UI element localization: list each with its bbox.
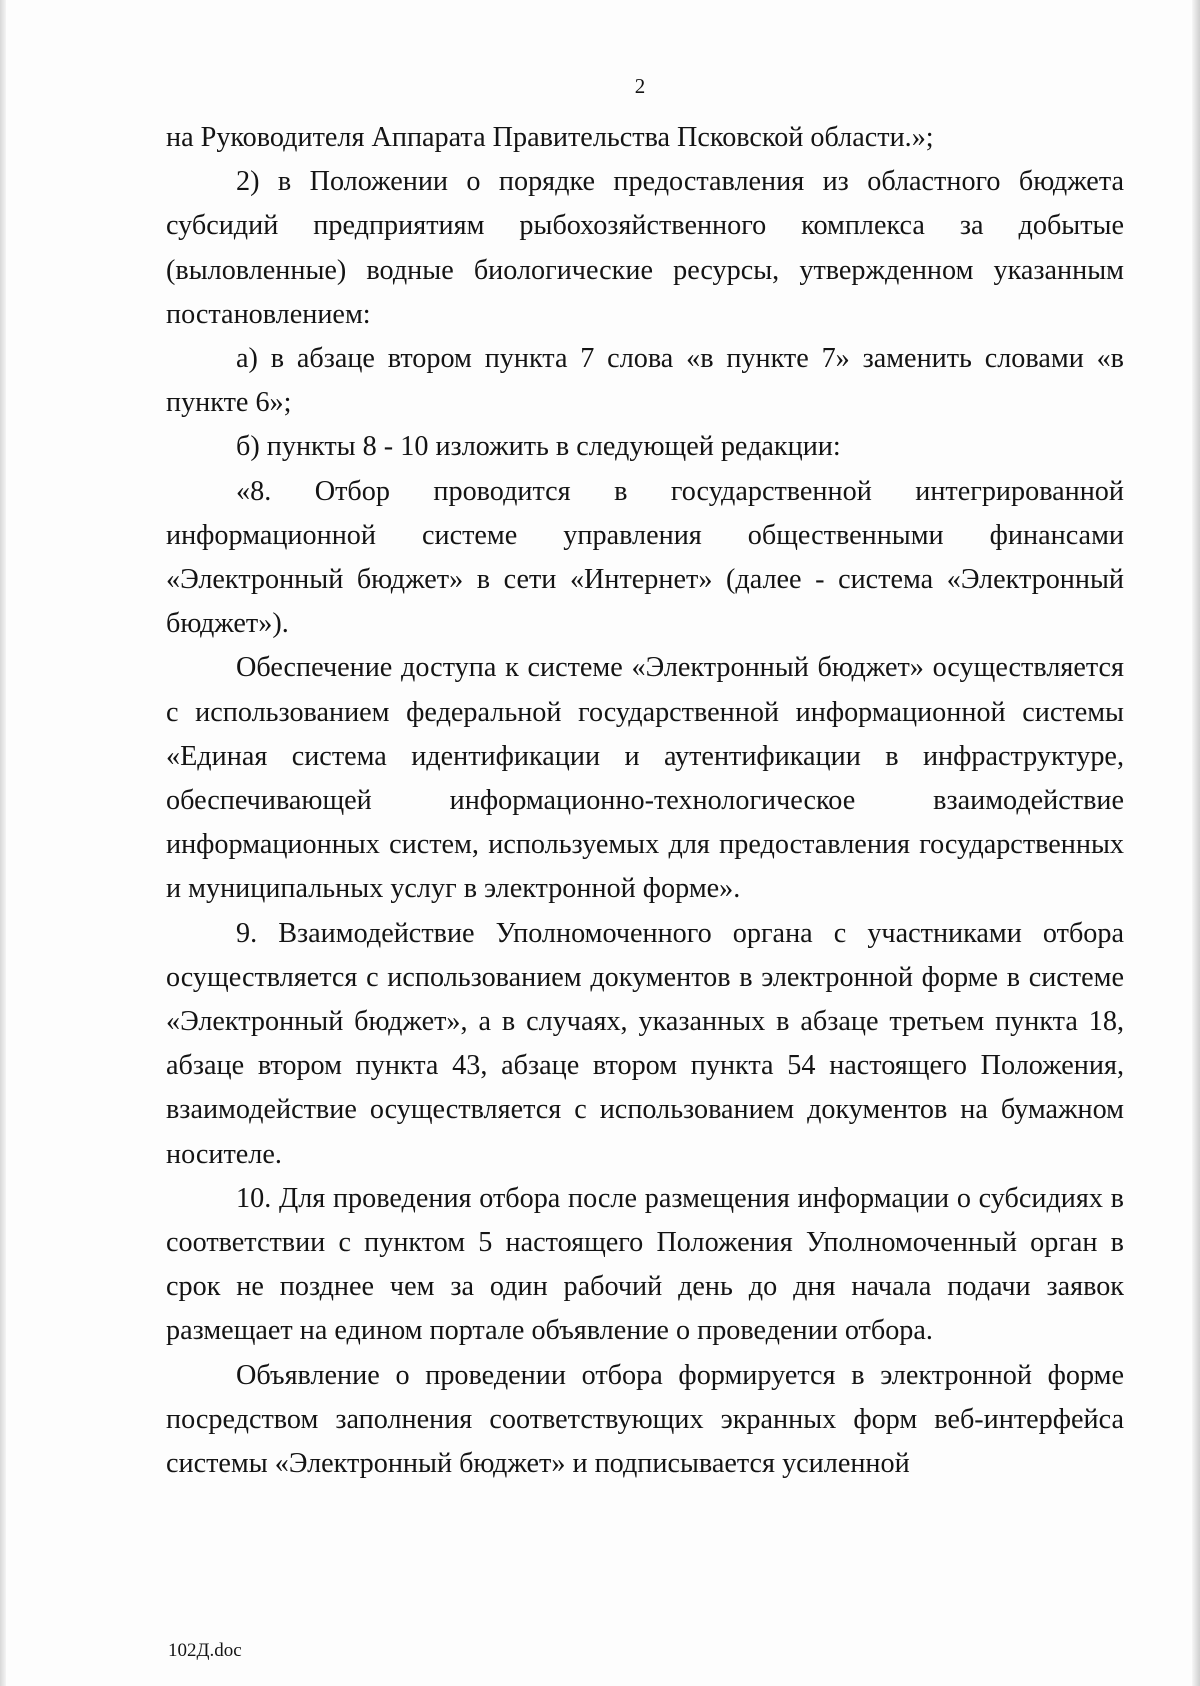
paragraph-point-9: 9. Взаимодействие Уполномоченного органа с участниками отбора осуществляется с использованием документов в электронной форме в системе «Электронный бюджет», а в случаях, указанных в абзаце третьем пункта 18, абзаце втором пункта 43, абзаце втором пункта 54 настоящего Положения, взаимодействие осуществляется с использованием документов на бумажном носителе.	[166, 917, 1124, 1170]
paragraph-continuation: на Руководителя Аппарата Правительства Псковской области.»;	[166, 122, 934, 153]
document-body	[166, 116, 1124, 1486]
paragraph-point-8: «8. Отбор проводится в государственной интегрированной информационной системе управления общественными финансами «Электронный бюджет» в сети «Интернет» (далее - система «Электронный бюджет»).	[166, 475, 1124, 640]
scan-edge-right	[1192, 0, 1200, 1686]
paragraph-announcement: Объявление о проведении отбора формируется в электронной форме посредством заполнения соответствующих экранных форм веб-интерфейса системы «Электронный бюджет» и подписывается усиленной	[166, 1359, 1124, 1480]
paragraph-item-2: 2) в Положении о порядке предоставления из областного бюджета субсидий предприятиям рыбохозяйственного комплекса за добытые (выловленные) водные биологические ресурсы, утвержденном указанным постановлением:	[166, 166, 1124, 330]
footer-filename: 102Д.doc	[168, 1640, 242, 1661]
paragraph-point-10: 10. Для проведения отбора после размещения информации о субсидиях в соответствии с пунктом 5 настоящего Положения Уполномоченный орган в срок не позднее чем за один рабочий день до дня начала подачи заявок размещает на едином портале объявление о проведении отбора.	[166, 1182, 1124, 1347]
paragraph-subitem-b: б) пункты 8 - 10 изложить в следующей редакции:	[236, 431, 841, 463]
paragraph-subitem-a: а) в абзаце втором пункта 7 слова «в пункте 7» заменить словами «в пункте 6»;	[166, 343, 1124, 419]
paragraph-access: Обеспечение доступа к системе «Электронный бюджет» осуществляется с использованием федеральной государственной информационной системы «Единая система идентификации и аутентификации в инфраструктуре, обеспечивающей информационно-технологическое взаимодействие информационных систем, используемых для предоставления государственных и муниципальных услуг в электронной форме».	[166, 652, 1124, 905]
scan-edge-left	[0, 0, 6, 1686]
page-number: 2	[634, 74, 646, 98]
